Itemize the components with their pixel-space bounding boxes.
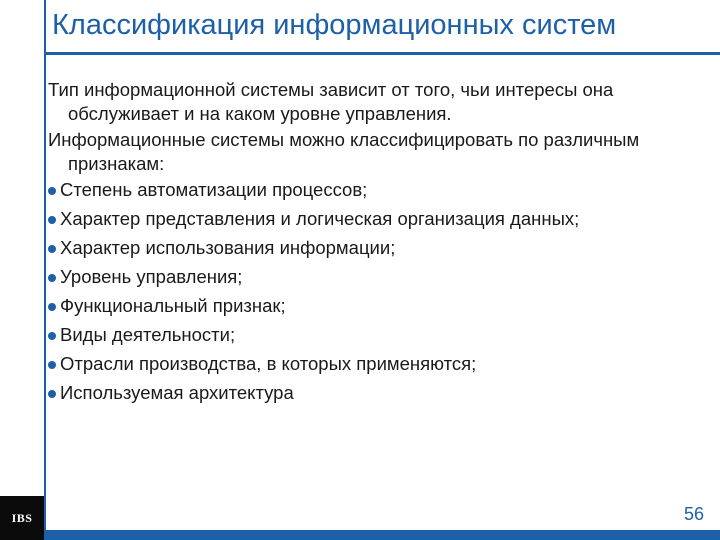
list-item xyxy=(46,236,706,260)
footer-rule xyxy=(46,530,720,540)
list-item-text: Используемая архитектура xyxy=(60,382,294,403)
list-item-text: Степень автоматизации процессов; xyxy=(60,179,368,200)
intro-paragraph: Тип информационной системы зависит от того, чьи интересы она обслуживает и на каком уровне управления. xyxy=(48,79,614,124)
bullet-icon xyxy=(48,332,56,340)
left-sidebar xyxy=(0,0,44,540)
page-number: 56 xyxy=(683,504,704,524)
list-item xyxy=(46,352,706,376)
slide-content xyxy=(46,78,706,410)
classification-paragraph: Информационные системы можно классифицировать по различным признакам: xyxy=(48,129,640,174)
criteria-list xyxy=(46,178,706,405)
bullet-icon xyxy=(48,303,56,311)
list-item xyxy=(46,207,706,231)
bullet-icon xyxy=(48,245,56,253)
logo-text: IBS xyxy=(11,510,33,525)
list-item-text: Функциональный признак; xyxy=(60,295,286,316)
ibs-logo xyxy=(0,496,44,540)
list-item xyxy=(46,265,706,289)
list-item-text: Характер представления и логическая организация данных; xyxy=(60,208,580,229)
bullet-icon xyxy=(48,390,56,398)
list-item-text: Отрасли производства, в которых применяются; xyxy=(60,353,477,374)
list-item-text: Уровень управления; xyxy=(60,266,243,287)
slide-title: Классификация информационных систем xyxy=(52,9,617,41)
list-item-text: Виды деятельности; xyxy=(60,324,236,345)
bullet-icon xyxy=(48,216,56,224)
header-rule xyxy=(46,52,720,55)
bullet-icon xyxy=(48,274,56,282)
list-item xyxy=(46,178,706,202)
list-item xyxy=(46,294,706,318)
slide-header xyxy=(46,0,720,52)
list-item-text: Характер использования информации; xyxy=(60,237,396,258)
list-item xyxy=(46,323,706,347)
bullet-icon xyxy=(48,187,56,195)
list-item xyxy=(46,381,706,405)
bullet-icon xyxy=(48,361,56,369)
